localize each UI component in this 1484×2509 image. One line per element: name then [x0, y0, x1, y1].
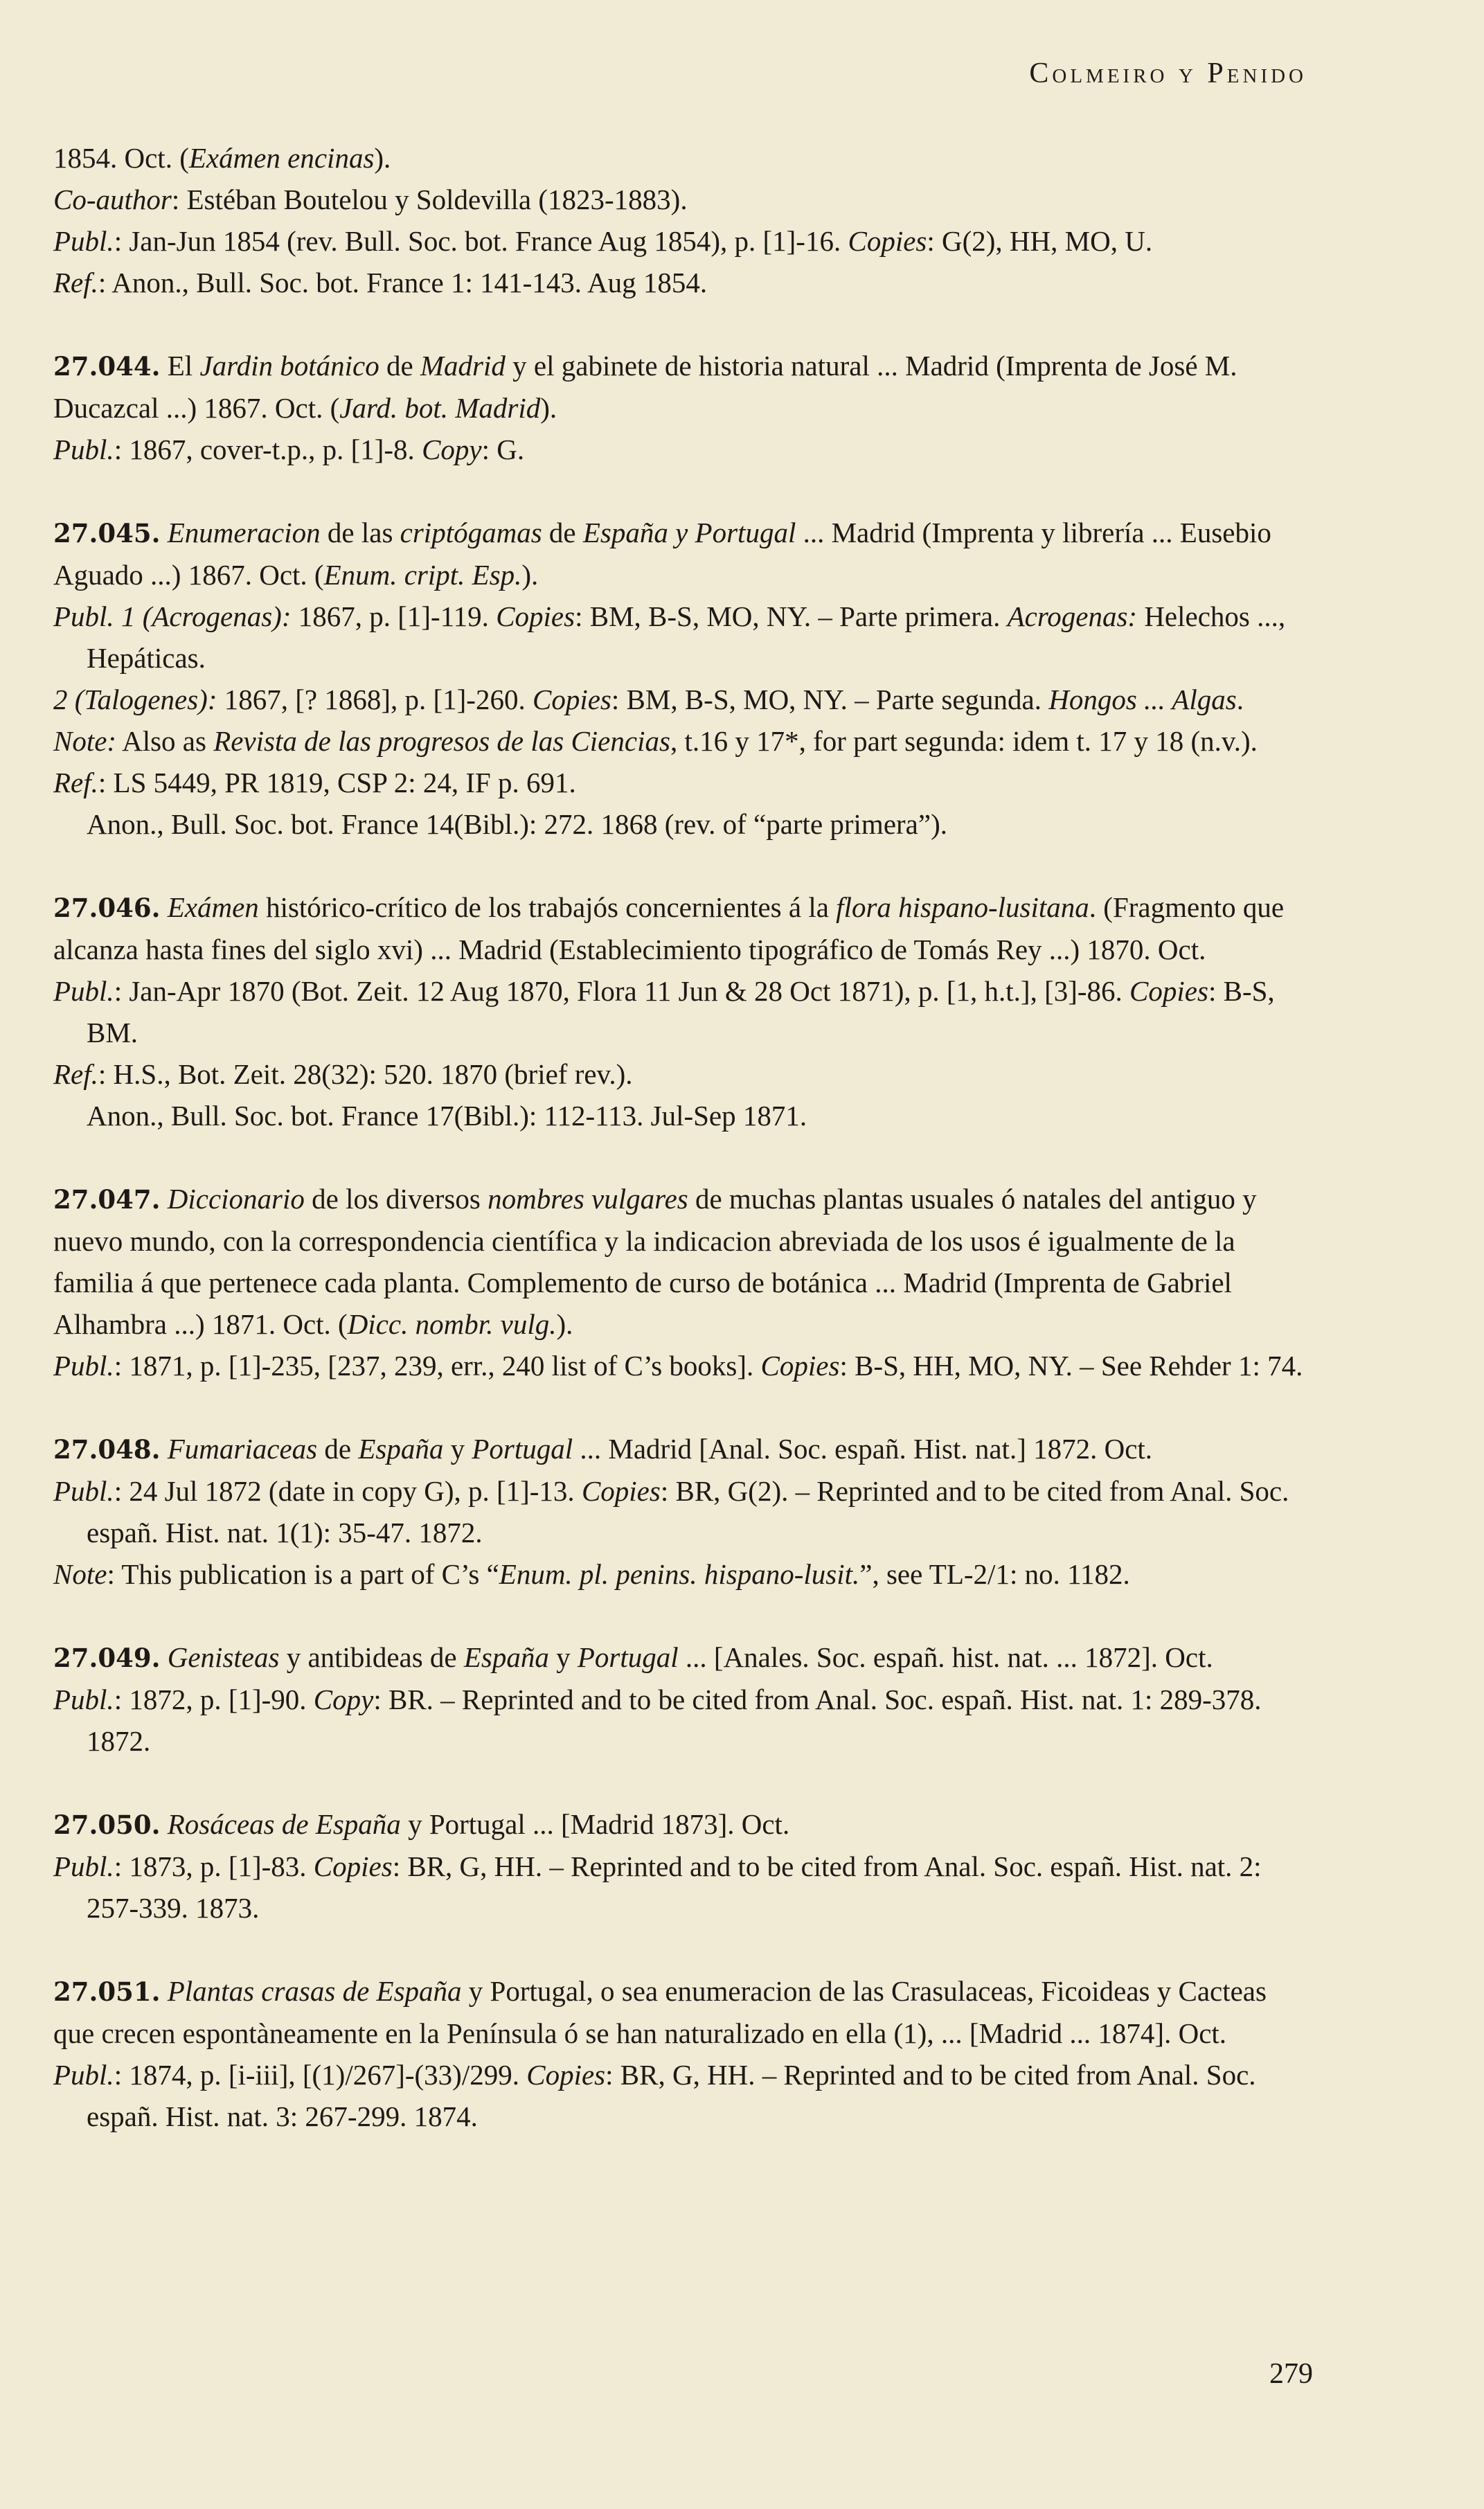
entry-title: 27.044. El Jardin botánico de Madrid y el gabinete de historia natural ... Madrid (Imprenta de José M. Ducazcal ...) 1867. Oct. (Jard. bot. Madrid).: [53, 350, 1237, 424]
publ-line: Publ.: 1871, p. [1]-235, [237, 239, err., 240 list of C’s books]. Copies: B-S, HH, MO, NY. – See Rehder 1: 74.: [53, 1350, 1303, 1382]
bibliography-list: [53, 137, 1314, 2179]
entry-title: 27.050. Rosáceas de España y Portugal ... [Madrid 1873]. Oct.: [53, 1808, 790, 1840]
ref-line: Ref.: Anon., Bull. Soc. bot. France 1: 141-143. Aug 1854.: [53, 267, 708, 298]
entry-title: 27.045. Enumeracion de las criptógamas de España y Portugal ... Madrid (Imprenta y librería ... Eusebio Aguado ...) 1867. Oct. (Enum. cript. Esp.).: [53, 517, 1271, 591]
note-line: Note: This publication is a part of C’s “Enum. pl. penins. hispano-lusit.”, see TL-2/1: no. 1182.: [53, 1558, 1130, 1590]
publ-line: Publ.: 1874, p. [i-iii], [(1)/267]-(33)/299. Copies: BR, G, HH. – Reprinted and to be cited from Anal. Soc. españ. Hist. nat. 3: 267-299. 1874.: [53, 2059, 1256, 2132]
running-head: Colmeiro y Penido: [1029, 57, 1307, 89]
entry-number: 27.051.: [53, 1976, 161, 2007]
entry-27-044: [53, 345, 1314, 470]
entry-27-046: [53, 886, 1314, 1136]
entry-title: 27.047. Diccionario de los diversos nombres vulgares de muchas plantas usuales ó natales del antiguo y nuevo mundo, con la correspondencia científica y la indicacion abreviada de los usos é igualmente de la familia á que pertenece cada planta. Complemento de curso de botánica ... Madrid (Imprenta de Gabriel Alhambra ...) 1871. Oct. (Dicc. nombr. vulg.).: [53, 1183, 1257, 1340]
entry-27-045: [53, 512, 1314, 845]
entry-27-048: [53, 1428, 1314, 1595]
publ-line: Publ.: 1872, p. [1]-90. Copy: BR. – Reprinted and to be cited from Anal. Soc. españ. Hist. nat. 1: 289-378. 1872.: [53, 1684, 1262, 1757]
entry-date-line: 1854. Oct. (Exámen encinas).: [53, 142, 391, 174]
entry-number: 27.044.: [53, 351, 161, 382]
entry-title: 27.051. Plantas crasas de España y Portugal, o sea enumeracion de las Crasulaceas, Ficoideas y Cacteas que crecen espontàneamente en la Península ó se han naturalizado en ella (1), ... [Madrid ... 1874]. Oct.: [53, 1975, 1267, 2049]
entry-number: 27.045.: [53, 518, 161, 548]
entry-27-047: [53, 1178, 1314, 1386]
entry-title: 27.049. Genisteas y antibideas de España y Portugal ... [Anales. Soc. españ. hist. nat. ... 1872]. Oct.: [53, 1641, 1213, 1673]
entry-title: 27.046. Exámen histórico-crítico de los trabajós concernientes á la flora hispano-lusitana. (Fragmento que alcanza hasta fines del siglo xvi) ... Madrid (Establecimiento tipográfico de Tomás Rey ...) 1870. Oct.: [53, 891, 1285, 965]
entry-number: 27.049.: [53, 1643, 161, 1673]
entry-number: 27.050.: [53, 1810, 161, 1840]
note-line: Note: Also as Revista de las progresos de las Ciencias, t.16 y 17*, for part segunda: idem t. 17 y 18 (n.v.).: [53, 725, 1258, 757]
entry-number: 27.046.: [53, 893, 161, 923]
entry-27-049: [53, 1636, 1314, 1762]
publ-line: Publ.: Jan-Apr 1870 (Bot. Zeit. 12 Aug 1870, Flora 11 Jun & 28 Oct 1871), p. [1, h.t.], [3]-86. Copies: B-S, BM.: [53, 975, 1275, 1048]
entry-27-051: [53, 1970, 1314, 2137]
publ-line: Publ. 1 (Acrogenas): 1867, p. [1]-119. Copies: BM, B-S, MO, NY. – Parte primera. Acrogenas: Helechos ..., Hepáticas.: [53, 600, 1286, 674]
publ-line: Publ.: 24 Jul 1872 (date in copy G), p. [1]-13. Copies: BR, G(2). – Reprinted and to be cited from Anal. Soc. españ. Hist. nat. 1(1): 35-47. 1872.: [53, 1475, 1289, 1548]
publ-line: Publ.: 1867, cover-t.p., p. [1]-8. Copy: G.: [53, 434, 525, 465]
entry-27-050: [53, 1803, 1314, 1929]
entry-continuation: [53, 137, 1314, 303]
ref-line-continued: Anon., Bull. Soc. bot. France 17(Bibl.): 112-113. Jul-Sep 1871.: [87, 1100, 807, 1132]
ref-line: Ref.: LS 5449, PR 1819, CSP 2: 24, IF p. 691.: [53, 767, 576, 798]
entry-title: 27.048. Fumariaceas de España y Portugal ... Madrid [Anal. Soc. españ. Hist. nat.] 1872. Oct.: [53, 1433, 1153, 1465]
page-number: 279: [1269, 2358, 1313, 2390]
ref-line: Ref.: H.S., Bot. Zeit. 28(32): 520. 1870 (brief rev.).: [53, 1058, 633, 1090]
publ-line: Publ.: 1873, p. [1]-83. Copies: BR, G, HH. – Reprinted and to be cited from Anal. Soc. españ. Hist. nat. 2: 257-339. 1873.: [53, 1850, 1262, 1924]
ref-line-continued: Anon., Bull. Soc. bot. France 14(Bibl.): 272. 1868 (rev. of “parte primera”).: [87, 808, 947, 840]
entry-number: 27.047.: [53, 1184, 161, 1215]
entry-number: 27.048.: [53, 1434, 161, 1465]
co-author-line: Co-author: Estéban Boutelou y Soldevilla (1823-1883).: [53, 184, 688, 215]
part-line: 2 (Talogenes): 1867, [? 1868], p. [1]-260. Copies: BM, B-S, MO, NY. – Parte segunda. Hongos ... Algas.: [53, 684, 1244, 715]
publ-line: Publ.: Jan-Jun 1854 (rev. Bull. Soc. bot. France Aug 1854), p. [1]-16. Copies: G(2), HH, MO, U.: [53, 225, 1153, 257]
